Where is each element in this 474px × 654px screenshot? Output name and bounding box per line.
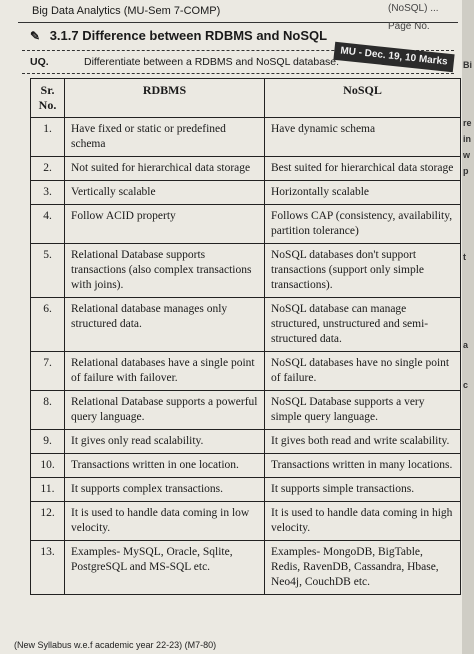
running-right: (NoSQL) ... Page No. bbox=[388, 3, 439, 32]
row-number: 8. bbox=[31, 391, 65, 430]
edge-fragment: c bbox=[463, 380, 469, 390]
edge-fragment: in bbox=[463, 134, 471, 144]
table-row bbox=[31, 181, 461, 205]
rdbms-cell: Examples- MySQL, Oracle, Sqlite, PostgreSQL and MS-SQL etc. bbox=[65, 541, 265, 595]
nosql-cell: It gives both read and write scalability. bbox=[265, 430, 461, 454]
section-title: Difference between RDBMS and NoSQL bbox=[82, 28, 328, 43]
section-heading bbox=[30, 28, 450, 44]
edge-fragment: p bbox=[463, 166, 469, 176]
rdbms-cell: Relational databases have a single point of failure with failover. bbox=[65, 352, 265, 391]
question-label: UQ. bbox=[30, 56, 49, 68]
rdbms-cell: It gives only read scalability. bbox=[65, 430, 265, 454]
row-number: 11. bbox=[31, 478, 65, 502]
row-number: 10. bbox=[31, 454, 65, 478]
table-row bbox=[31, 478, 461, 502]
rdbms-cell: Follow ACID property bbox=[65, 205, 265, 244]
nosql-cell: NoSQL databases don't support transactions (support only simple transactions). bbox=[265, 244, 461, 298]
nosql-cell: It supports simple transactions. bbox=[265, 478, 461, 502]
section-number: 3.1.7 bbox=[49, 28, 79, 43]
edge-fragment: re bbox=[463, 118, 472, 128]
table-header-row bbox=[31, 79, 461, 118]
rdbms-cell: It supports complex transactions. bbox=[65, 478, 265, 502]
table-row bbox=[31, 352, 461, 391]
edge-fragment: t bbox=[463, 252, 466, 262]
rdbms-cell: Transactions written in one location. bbox=[65, 454, 265, 478]
question-text: Differentiate between a RDBMS and NoSQL database. bbox=[84, 56, 340, 68]
row-number: 3. bbox=[31, 181, 65, 205]
rdbms-cell: Have fixed or static or predefined schema bbox=[65, 118, 265, 157]
nosql-cell: Follows CAP (consistency, availability, partition tolerance) bbox=[265, 205, 461, 244]
comparison-table bbox=[30, 78, 461, 595]
nosql-cell: NoSQL database can manage structured, unstructured and semi-structured data. bbox=[265, 298, 461, 352]
row-number: 6. bbox=[31, 298, 65, 352]
nosql-cell: NoSQL databases have no single point of failure. bbox=[265, 352, 461, 391]
row-number: 7. bbox=[31, 352, 65, 391]
table-row bbox=[31, 244, 461, 298]
row-number: 4. bbox=[31, 205, 65, 244]
table-row bbox=[31, 205, 461, 244]
nosql-cell: Transactions written in many locations. bbox=[265, 454, 461, 478]
nosql-cell: Best suited for hierarchical data storage bbox=[265, 157, 461, 181]
nosql-cell: Have dynamic schema bbox=[265, 118, 461, 157]
header-rdbms: RDBMS bbox=[65, 79, 265, 118]
running-title: Big Data Analytics (MU-Sem 7-COMP) bbox=[32, 5, 221, 17]
table-row bbox=[31, 118, 461, 157]
nosql-cell: Horizontally scalable bbox=[265, 181, 461, 205]
rdbms-cell: Relational database manages only structured data. bbox=[65, 298, 265, 352]
rdbms-cell: Relational Database supports a powerful query language. bbox=[65, 391, 265, 430]
header-sr-no: Sr. No. bbox=[31, 79, 65, 118]
rdbms-cell: Not suited for hierarchical data storage bbox=[65, 157, 265, 181]
edge-fragment: a bbox=[463, 340, 469, 350]
rdbms-cell: Relational Database supports transactions (also complex transactions with joins). bbox=[65, 244, 265, 298]
table-row bbox=[31, 157, 461, 181]
nosql-cell: It is used to handle data coming in high velocity. bbox=[265, 502, 461, 541]
row-number: 2. bbox=[31, 157, 65, 181]
exam-tag: MU - Dec. 19, 10 Marks bbox=[334, 42, 455, 72]
edge-fragment: w bbox=[463, 150, 471, 160]
table-row bbox=[31, 454, 461, 478]
rdbms-cell: Vertically scalable bbox=[65, 181, 265, 205]
pen-icon: ✎ bbox=[30, 29, 41, 43]
nosql-cell: Examples- MongoDB, BigTable, Redis, RavenDB, Cassandra, Hbase, Neo4j, CouchDB etc. bbox=[265, 541, 461, 595]
row-number: 5. bbox=[31, 244, 65, 298]
nosql-cell: NoSQL Database supports a very simple query language. bbox=[265, 391, 461, 430]
row-number: 13. bbox=[31, 541, 65, 595]
row-number: 1. bbox=[31, 118, 65, 157]
table-row bbox=[31, 391, 461, 430]
running-header bbox=[18, 0, 458, 32]
row-number: 12. bbox=[31, 502, 65, 541]
header-nosql: NoSQL bbox=[265, 79, 461, 118]
table-row bbox=[31, 541, 461, 595]
question-bar bbox=[22, 45, 454, 74]
table-row bbox=[31, 298, 461, 352]
row-number: 9. bbox=[31, 430, 65, 454]
table-row bbox=[31, 502, 461, 541]
edge-fragment: Bi bbox=[463, 60, 472, 70]
next-page-edge bbox=[462, 0, 474, 654]
rdbms-cell: It is used to handle data coming in low velocity. bbox=[65, 502, 265, 541]
page-footer: (New Syllabus w.e.f academic year 22-23) (M7-80) bbox=[14, 640, 217, 650]
table-row bbox=[31, 430, 461, 454]
